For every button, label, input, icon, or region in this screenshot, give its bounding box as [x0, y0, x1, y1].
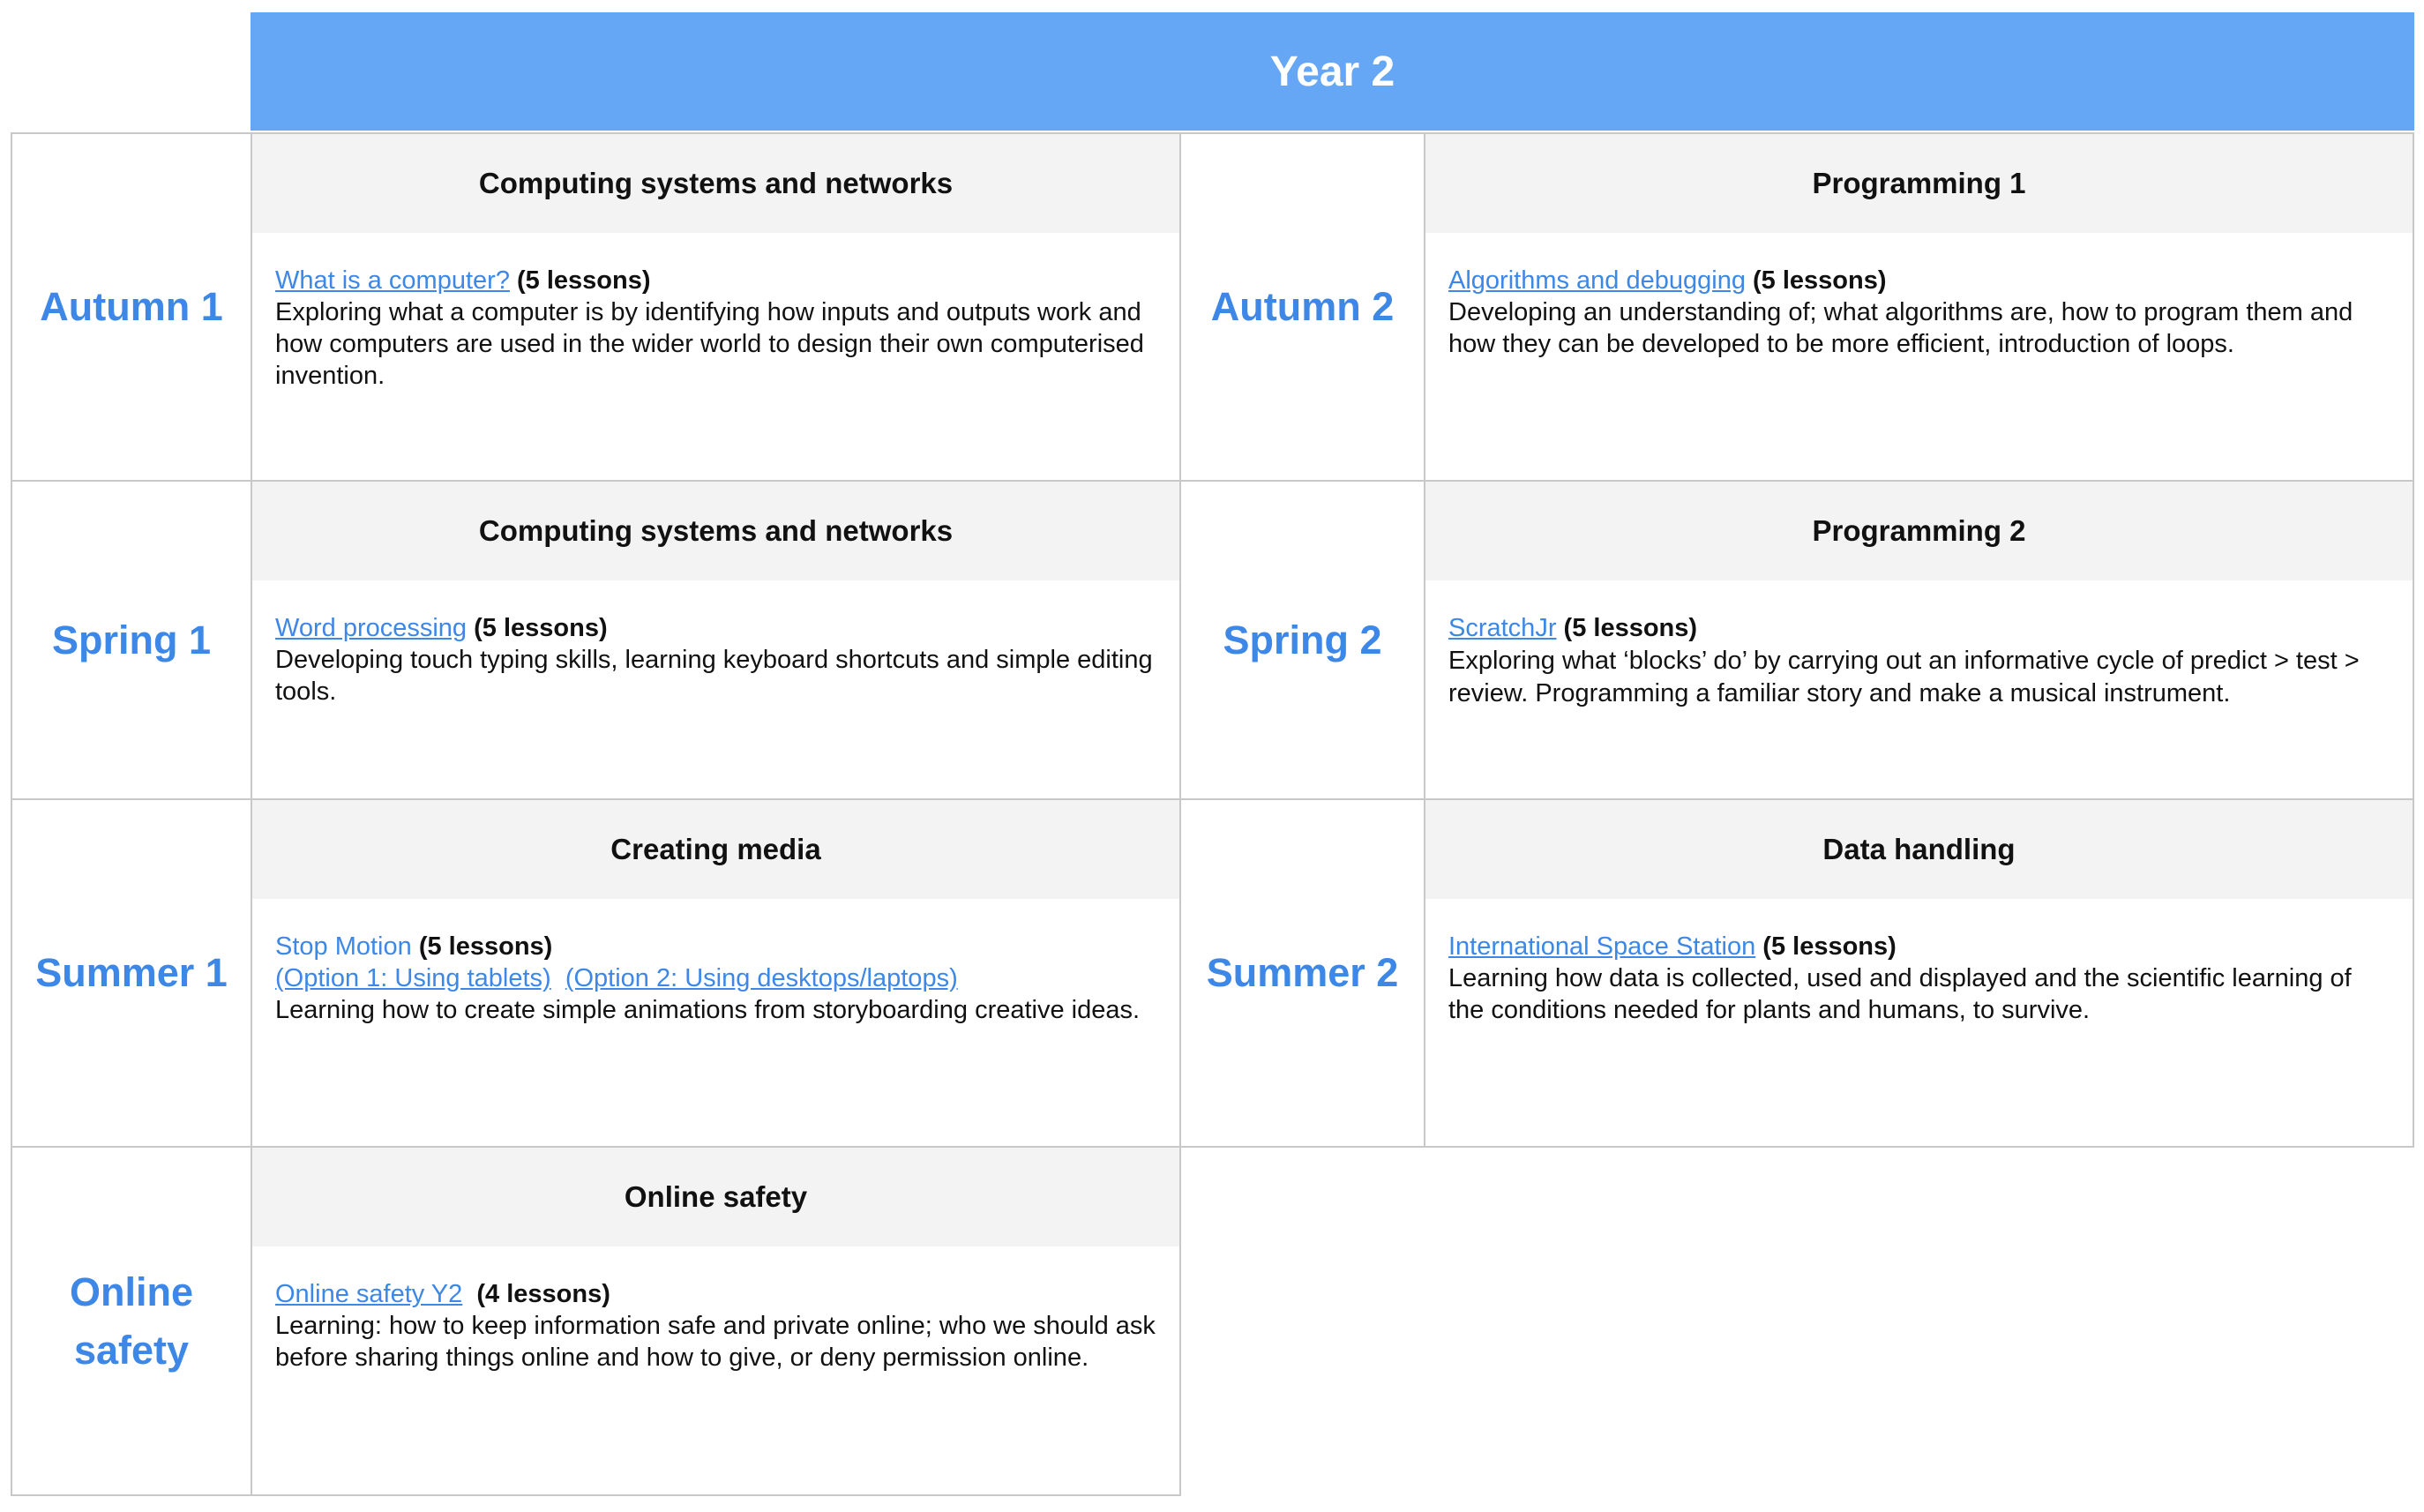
- unit-body: [1425, 899, 2413, 1026]
- term-label-text: Spring 1: [51, 617, 212, 662]
- unit-description: Developing touch typing skills, learning keyboard shortcuts and simple editing tools.: [275, 646, 1153, 706]
- lesson-count: (4 lessons): [462, 1280, 610, 1308]
- unit-description: Developing an understanding of; what algorithms are, how to program them and how they can be developed to be more efficient, introduction of loops.: [1448, 298, 2353, 358]
- year-title: Year 2: [1269, 48, 1395, 95]
- unit-link-online-safety-y2[interactable]: Online safety Y2: [275, 1280, 463, 1308]
- unit-description: Learning: how to keep information safe and private online; who we should ask before sharing things online and how to give, or deny permission online.: [275, 1312, 1156, 1372]
- term-label-summer-2: [1179, 798, 1425, 1148]
- term-label-text: Autumn 2: [1210, 284, 1395, 330]
- unit-body: [252, 1246, 1179, 1374]
- unit-title: Data handling: [1425, 800, 2413, 899]
- unit-cell-autumn-1: [251, 132, 1181, 482]
- unit-link-word-processing[interactable]: Word processing: [275, 614, 468, 642]
- option-links: [275, 962, 1156, 994]
- unit-body: [252, 580, 1179, 707]
- term-label-autumn-2: [1179, 132, 1425, 482]
- unit-body: [252, 899, 1179, 1026]
- term-label-online-safety: [11, 1146, 252, 1496]
- unit-title: Computing systems and networks: [252, 482, 1179, 580]
- lesson-count: (5 lessons): [467, 614, 608, 642]
- unit-cell-online-safety: [251, 1146, 1181, 1496]
- unit-description: Exploring what ‘blocks’ do’ by carrying out an informative cycle of predict > test > review. Programming a familiar story and make a musical instrument.: [1448, 647, 2360, 707]
- unit-link-what-is-a-computer[interactable]: What is a computer?: [275, 266, 510, 295]
- term-label-text: Summer 2: [1206, 950, 1399, 996]
- lesson-count: (5 lessons): [1745, 266, 1887, 295]
- unit-title: Programming 1: [1425, 134, 2413, 233]
- unit-link-international-space-station[interactable]: International Space Station: [1448, 932, 1756, 961]
- year-header: [251, 12, 2414, 131]
- term-label-line-1: Online: [69, 1269, 193, 1315]
- unit-link-stop-motion[interactable]: Stop Motion: [275, 932, 412, 961]
- unit-cell-summer-2: [1424, 798, 2414, 1148]
- unit-link-scratchjr[interactable]: ScratchJr: [1448, 614, 1557, 642]
- unit-link-algorithms-and-debugging[interactable]: Algorithms and debugging: [1448, 266, 1746, 295]
- unit-cell-spring-2: [1424, 480, 2414, 800]
- unit-title: Creating media: [252, 800, 1179, 899]
- unit-title: Programming 2: [1425, 482, 2413, 580]
- unit-body: [1425, 580, 2413, 710]
- unit-cell-summer-1: [251, 798, 1181, 1148]
- unit-description: Learning how to create simple animations from storyboarding creative ideas.: [275, 996, 1141, 1024]
- term-label-autumn-1: [11, 132, 252, 482]
- unit-description: Exploring what a computer is by identifying how inputs and outputs work and how computers are used in the wider world to design their own computerised invention.: [275, 298, 1144, 390]
- lesson-count: (5 lessons): [1556, 614, 1698, 642]
- lesson-count: (5 lessons): [1755, 932, 1897, 961]
- term-label-summer-1: [11, 798, 252, 1148]
- unit-title: Online safety: [252, 1148, 1179, 1246]
- unit-cell-spring-1: [251, 480, 1181, 800]
- lesson-count: (5 lessons): [411, 932, 553, 961]
- unit-cell-autumn-2: [1424, 132, 2414, 482]
- term-label-spring-2: [1179, 480, 1425, 800]
- unit-body: [252, 233, 1179, 392]
- term-label-text: Summer 1: [35, 950, 228, 996]
- option-1-tablets-link[interactable]: (Option 1: Using tablets): [275, 964, 551, 992]
- term-label-text: Autumn 1: [40, 284, 223, 330]
- option-2-desktops-link[interactable]: (Option 2: Using desktops/laptops): [565, 964, 958, 992]
- term-label-text: Spring 2: [1223, 617, 1382, 662]
- unit-title: Computing systems and networks: [252, 134, 1179, 233]
- unit-body: [1425, 233, 2413, 360]
- unit-description: Learning how data is collected, used and displayed and the scientific learning of the conditions needed for plants and humans, to survive.: [1448, 964, 2352, 1024]
- term-label-spring-1: [11, 480, 252, 800]
- term-label-line-2: safety: [73, 1327, 190, 1373]
- lesson-count: (5 lessons): [509, 266, 651, 295]
